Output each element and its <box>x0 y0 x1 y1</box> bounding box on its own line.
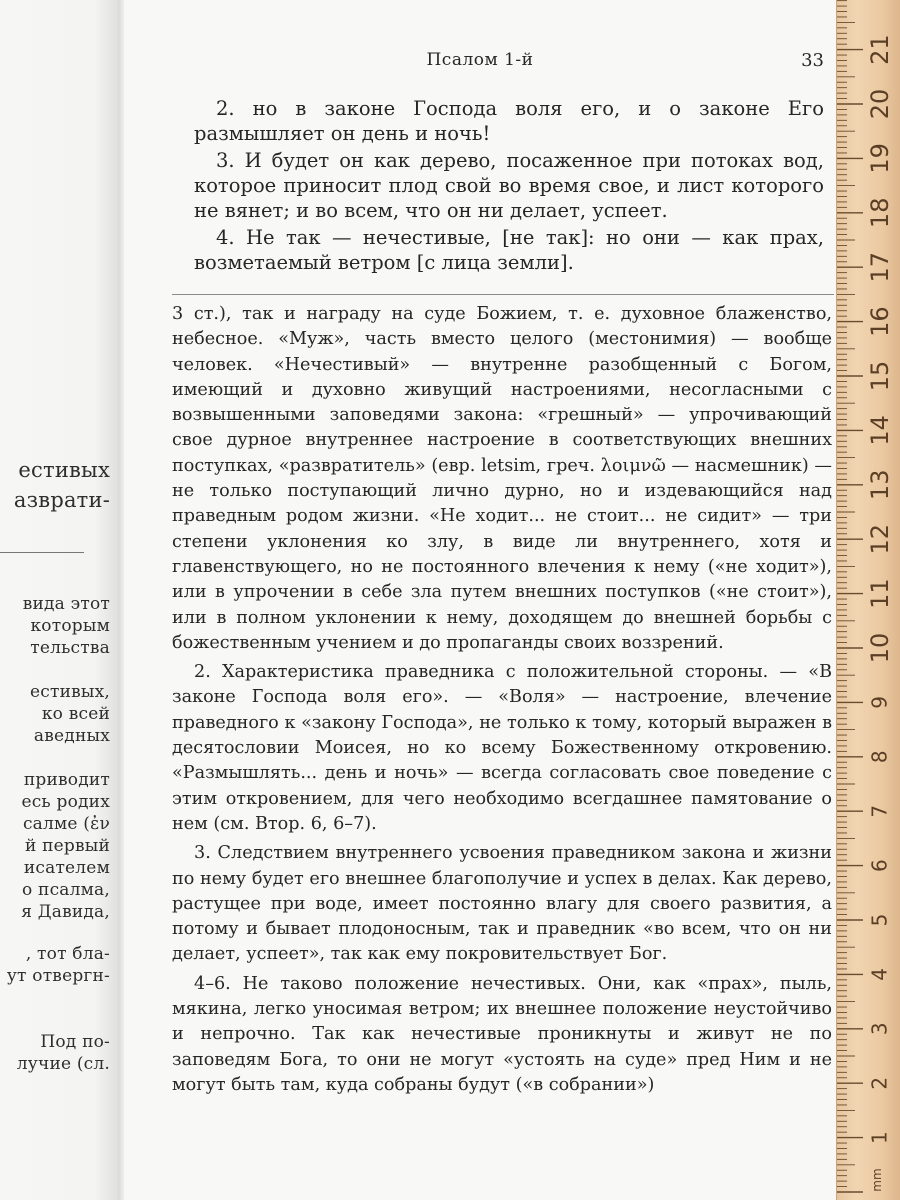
commentary-paragraph: 3. Следствием внутреннего усвоения праведником закона и жизни по нему будет его внешнее благополучие и успех в делах. Как дерево, растущее при воде, имеет постоянно влагу для своего развития, а потому и бывает плодоносным, так и праведник «во всем, что он ни делает, успеет», так как ему покровительствует Бог. <box>172 843 832 965</box>
ruler-number: 6 <box>867 859 892 872</box>
left-page <box>0 0 118 1200</box>
ruler-number: 1 <box>867 1131 892 1144</box>
ruler-number: 10 <box>866 632 894 664</box>
section-divider <box>172 294 834 295</box>
ruler-unit-label: mm <box>870 1168 884 1192</box>
commentary-paragraph: 3 ст.), так и награду на суде Божием, т. е. духовное блаженство, небесное. «Муж», часть вместо целого (местонимия) — вообще человек. «Нечестивый» — внутренне разобщенный с Богом, имеющий и духовно живущий настроениями, несогласными с возвышенными заповедями закона: «грешный» — упрочивающий свое дурное внутреннее настроение в соответствующих внешних поступках, «развратитель» (евр. letsim, греч. λοιμνῶ — насмешник) — не только поступающий лично дурно, но и издевающийся над праведным родом жизни. «Не ходит... не стоит... не сидит» — три степени уклонения ко злу, в виде ли внутреннего, хотя и главенствующего, но не постоянного влечения к нему («не ходит»), или в упрочении в себе зла путем внешних поступков («не стоит»), или в полном уклонении к нему, доходящем до внешней борьбы с божественным учением и до пропаганды своих воззрений. <box>172 304 832 653</box>
ruler-number: 11 <box>866 578 894 609</box>
left-line: я Давида, <box>21 902 110 922</box>
ruler-number: 7 <box>867 804 892 818</box>
ruler-number: 19 <box>866 143 894 174</box>
left-line: вида этот <box>22 594 110 614</box>
verse: 4. Не так — нечестивые, [не так]: но они — как прах, возметаемый ветром [с лица земли]. <box>194 226 824 274</box>
ruler-number: 21 <box>866 34 894 65</box>
running-header <box>124 50 836 80</box>
left-line: приводит <box>23 770 110 790</box>
ruler-number: 12 <box>866 523 894 555</box>
left-line: есь родих <box>21 792 110 812</box>
ruler-number: 9 <box>867 696 892 709</box>
left-line: о псалма, <box>22 880 110 900</box>
left-line: естивых, <box>29 682 110 702</box>
commentary <box>172 302 832 1098</box>
measuring-ruler <box>836 0 900 1200</box>
ruler-number: 16 <box>866 306 894 337</box>
left-line: исателем <box>23 858 110 878</box>
left-divider <box>0 552 84 553</box>
ruler-number: 2 <box>867 1076 892 1090</box>
left-line: аведных <box>33 726 110 746</box>
page-title: Псалом 1-й <box>426 50 534 70</box>
psalm-verses <box>194 94 824 275</box>
left-line: ут отвергн- <box>6 966 110 986</box>
left-line: естивых <box>18 458 110 482</box>
left-line: , тот бла- <box>25 944 110 964</box>
ruler-scale <box>837 0 900 1200</box>
ruler-number: 14 <box>866 415 894 446</box>
verse: 3. И будет он как дерево, посаженное при потоках вод, которое приносит плод свой во время свое, и лист которого не вянет; и во всем, что он ни делает, успеет. <box>194 149 824 222</box>
ruler-number: 20 <box>866 88 894 120</box>
left-line: салме (ἐν <box>22 814 110 834</box>
left-line: которым <box>30 616 110 636</box>
ruler-number: 5 <box>867 913 892 927</box>
left-line: азврати- <box>13 488 110 512</box>
ruler-number: 3 <box>867 1022 892 1036</box>
ruler-number: 8 <box>867 750 892 764</box>
left-line: й первый <box>24 836 110 856</box>
commentary-paragraph: 4–6. Не таково положение нечестивых. Они, как «прах», пыль, мякина, легко уносимая ветром; их внешнее положение неустойчиво и непрочно. Так как нечестивые проникнуты и живут не по заповедям Бога, то они не могут «устоять на суде» пред Ним и не могут быть там, куда собраны будут («в собрании») <box>172 973 832 1095</box>
left-line: тельства <box>30 638 110 658</box>
ruler-number: 15 <box>866 360 894 392</box>
ruler-number: 4 <box>867 968 892 981</box>
page-number: 33 <box>801 50 824 71</box>
left-line: Под по- <box>40 1032 110 1052</box>
left-line: лучие (сл. <box>16 1054 110 1074</box>
ruler-number: 18 <box>866 197 894 229</box>
commentary-paragraph: 2. Характеристика праведника с положительной стороны. — «В законе Господа воля его». — «Воля» — настроение, влечение праведного к «закону Господа», не только к тому, который выражен в десятословии Моисея, но ко всему Божественному откровению. «Размышлять... день и ночь» — всегда согласовать свое поведение с этим откровением, для чего необходимо всегдашнее памятование о нем (см. Втор. 6, 6–7). <box>172 662 832 834</box>
ruler-number: 17 <box>866 251 894 283</box>
right-page <box>124 0 836 1200</box>
ruler-number: 13 <box>866 469 894 501</box>
left-line: ко всей <box>41 704 110 724</box>
verse: 2. но в законе Господа воля его, и о законе Его размышляет он день и ночь! <box>194 97 824 145</box>
